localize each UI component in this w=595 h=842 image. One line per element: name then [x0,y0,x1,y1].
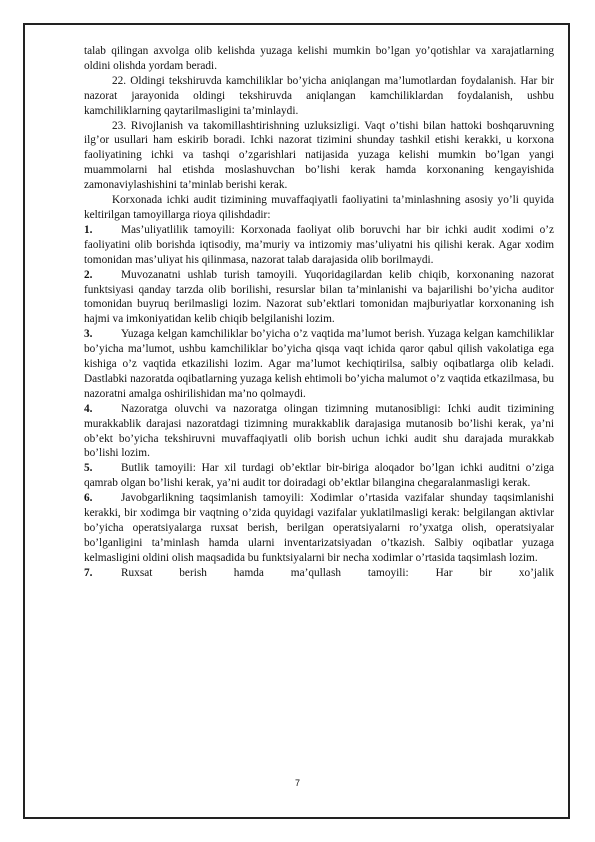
list-item-number: 5. [84,462,93,475]
list-item-text: Ruxsat berish hamda ma’qullash tamoyili: Har bir xo’jalik [121,566,554,579]
document-body [84,44,554,581]
list-item [84,327,554,402]
list-item [84,223,554,268]
list-item [84,461,554,491]
paragraph-22: 22. Oldingi tekshiruvda kamchiliklar bo’yicha aniqlangan ma’lumotlardan foydalanish. Har bir nazorat jarayonida oldingi tekshiruvda aniqlangan kamchiliklardan foydalanish, ushbu kamchiliklarning qaytarilmasligini ta’minlaydi. [84,74,554,117]
list-item-text: Javobgarlikning taqsimlanish tamoyili: Xodimlar o’rtasida vazifalar shunday taqsimlanishi kerakki, bir xodimga bir vaqtning o’zida quyidagi vazifalar yuklatilmasligi kerak: belgilangan aktivlar bo’yicha operatsiyalarga ruxsat berish, berilgan operatsiyalarni ro’yxatga olish, operatsiyalar bo’lganligini ta’minlash hamda ularni inventarizatsiyadan o’tkazish. Salbiy oqibatlar yuzaga kelmasligini oldini olish maqsadida bu funktsiyalarni bir necha xodimlar o’rtasida taqsimlash lozim. [84,492,554,564]
list-item [84,566,554,581]
paragraph-intro-principles: Korxonada ichki audit tizimining muvaffaqiyatli faoliyatini ta’minlashning asosiy yo’li quyida keltirilgan tamoyillarga rioya qilishdadir: [84,194,554,221]
list-item-text: Mas’uliyatlilik tamoyili: Korxonada faoliyat olib boruvchi har bir ichki audit xodimi o’z faoliyatini olib borishda iqtisodiy, ma’muriy va intizomiy mas’uliyatni his qilishi kerak. Agar xodim tomonidan mas’uliyat his qilinmasa, nazorat talab darajasida olib borilmaydi. [84,223,554,266]
paragraph-23: 23. Rivojlanish va takomillashtirishning uzluksizligi. Vaqt o’tishi bilan hattoki boshqaruvning ilg’or usullari ham eskirib boradi. Ichki nazorat tizimini shunday tashkil etishi kerakki, u korxona faoliyatining ichki va tashqi o’zgarishlari natijasida yuzaga kelishi mumkin bo’lgan yangi muammolarni hal etishda moslashuvchan bo’lishi kerak hamda korxonaning kengayishida zamonaviylashishini ta’minlab berishi kerak. [84,119,554,192]
paragraph-continuation: talab qilingan axvolga olib kelishda yuzaga kelishi mumkin bo’lgan yo’qotishlar va xarajatlarning oldini olishda yordam beradi. [84,45,554,72]
list-item [84,268,554,328]
list-item-text: Yuzaga kelgan kamchiliklar bo’yicha o’z vaqtida ma’lumot berish. Yuzaga kelgan kamchiliklar bo’yicha ma’lumot, ushbu kamchiliklar bo’yicha qisqa vaqt ichida qaror qabul qilish vakolatiga ega kishiga o’z vaqtida etkazilishi lozim. Agar ma’lumot kechiqtirilsa, salbiy oqibatlarga olib keladi. Dastlabki nazoratda oqibatlarning yuzaga kelish ehtimoli bo’yicha malumot o’z vaqtida etkazilmasa, bu nazoratni amalga oshirilishidan ma’no qolmaydi. [84,328,554,400]
list-item [84,402,554,462]
list-item-number: 2. [84,268,93,281]
list-item-text: Muvozanatni ushlab turish tamoyili. Yuqoridagilardan kelib chiqib, korxonaning nazorat funktsiyasi qanday tarzda olib borilishi, resurslar bilan ta’minlanishi va bajarilishi bo’yicha auditor tomonidan buyruq berilmasligi lozim. Nazorat sub’ektlari tomonidan majburiyatlar korxonaning ish hajmi va imkoniyatidan kelib chiqib belgilanishi lozim. [84,268,554,326]
list-item-text: Butlik tamoyili: Har xil turdagi ob’ektlar bir-biriga aloqador bo’lgan ichki auditni o’ziga qamrab olgan bo’lishi kerak, ya’ni audit tor doiradagi ob’ektlar bilangina chegaralanmasligi kerak. [84,462,554,490]
list-item-number: 1. [84,223,93,236]
list-item-number: 7. [84,566,93,579]
list-item-number: 6. [84,492,93,505]
list-item-number: 4. [84,402,93,415]
list-item-text: Nazoratga oluvchi va nazoratga olingan tizimning mutanosibligi: Ichki audit tizimining murakkablik darajasi nazoratdagi tizimning murakkablik darajasiga mutanosib bo’lishi kerak, ya’ni ob’ekt bo’yicha tekshiruvni muvaffaqiyatli olib borish uchun ichki audit shu darajada murakkab bo’lishi lozim. [84,402,554,460]
list-item-number: 3. [84,328,93,341]
list-item [84,491,554,566]
page-number: 7 [294,778,300,788]
